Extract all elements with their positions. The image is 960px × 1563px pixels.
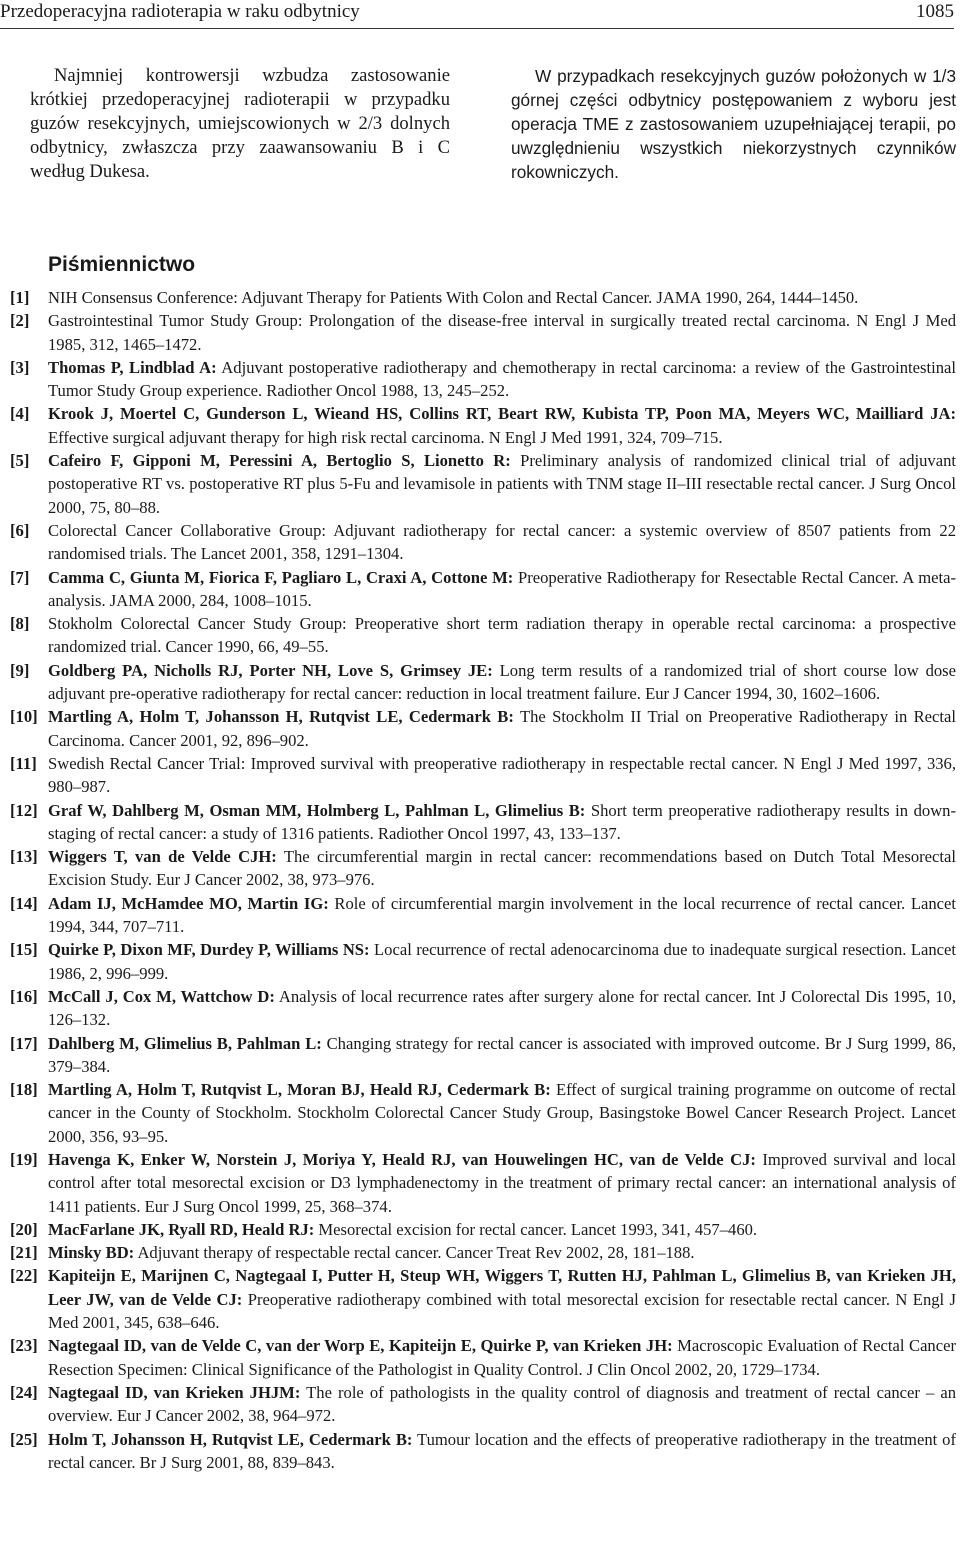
- running-title: Przedoperacyjna radioterapia w raku odbytnicy: [0, 1, 360, 22]
- reference-number: [7]: [10, 567, 30, 587]
- reference-number: [8]: [10, 614, 30, 634]
- reference-item: [10, 892, 956, 939]
- reference-number: [19]: [10, 1149, 38, 1169]
- reference-text: Role of circumferential margin involvement in the local recurrence of rectal cancer. Lancet 1994, 344, 707–711.: [48, 893, 956, 937]
- reference-text: Adjuvant therapy of respectable rectal cancer. Cancer Treat Rev 2002, 28, 181–188.: [134, 1243, 695, 1263]
- reference-text: Improved survival and local control after total mesorectal excision or D3 lymphadenectomy in the treatment of primary rectal cancer: an international analysis of 1411 patients. Eur J Surg Oncol 1999, 25, 368–374.: [48, 1149, 956, 1216]
- reference-text: NIH Consensus Conference: Adjuvant Therapy for Patients With Colon and Rectal Cancer. JAMA 1990, 264, 1444–1450.: [48, 288, 859, 307]
- reference-text: Mesorectal excision for rectal cancer. Lancet 1993, 341, 457–460.: [314, 1219, 758, 1239]
- reference-item: [10, 1381, 956, 1428]
- reference-number: [17]: [10, 1033, 38, 1053]
- reference-item: [10, 1078, 956, 1148]
- reference-authors: MacFarlane JK, Ryall RD, Heald RJ:: [48, 1219, 315, 1239]
- reference-number: [13]: [10, 847, 38, 867]
- reference-number: [15]: [10, 940, 38, 960]
- reference-authors: Martling A, Holm T, Rutqvist L, Moran BJ, Heald RJ, Cedermark B:: [48, 1080, 551, 1100]
- reference-item: [10, 1428, 956, 1475]
- reference-text: Long term results of a randomized trial of short course low dose adjuvant pre-operative radiotherapy for rectal cancer: reduction in local treatment failure. Eur J Cancer 1994, 30, 1602–1606.: [48, 660, 956, 704]
- reference-authors: Cafeiro F, Gipponi M, Peressini A, Bertoglio S, Lionetto R:: [48, 451, 511, 471]
- reference-text: Preoperative Radiotherapy for Resectable Rectal Cancer. A meta-analysis. JAMA 2000, 284, 1008–1015.: [48, 567, 956, 610]
- reference-item: [10, 566, 956, 613]
- reference-number: [24]: [10, 1382, 38, 1402]
- reference-item: [10, 1264, 956, 1334]
- reference-number: [11]: [10, 753, 37, 773]
- reference-number: [9]: [10, 660, 30, 680]
- reference-text: Short term preoperative radiotherapy results in down-staging of rectal cancer: a study of 1316 patients. Radiother Oncol 1997, 43, 133–137.: [48, 800, 957, 843]
- reference-item: [10, 402, 956, 449]
- reference-number: [18]: [10, 1080, 38, 1100]
- reference-text: Changing strategy for rectal cancer is associated with improved outcome. Br J Surg 1999, 86, 379–384.: [48, 1033, 956, 1076]
- reference-item: [10, 799, 956, 846]
- reference-text: The Stockholm II Trial on Preoperative Radiotherapy in Rectal Carcinoma. Cancer 2001, 92, 896–902.: [48, 707, 956, 750]
- reference-number: [6]: [10, 520, 30, 540]
- reference-item: [10, 519, 956, 566]
- reference-item: [10, 449, 956, 519]
- reference-authors: Graf W, Dahlberg M, Osman MM, Holmberg L, Pahlman L, Glimelius B:: [48, 800, 586, 820]
- reference-text: Analysis of local recurrence rates after surgery alone for rectal cancer. Int J Colorectal Dis 1995, 10, 126–132.: [48, 986, 956, 1030]
- reference-authors: Holm T, Johansson H, Rutqvist LE, Cedermark B:: [48, 1429, 413, 1449]
- reference-authors: Quirke P, Dixon MF, Durdey P, Williams NS:: [48, 940, 370, 960]
- reference-text: Colorectal Cancer Collaborative Group: Adjuvant radiotherapy for rectal cancer: a systemic overview of 8507 patients from 22 randomised trials. The Lancet 2001, 358, 1291–1304.: [48, 520, 956, 564]
- reference-text: The role of pathologists in the quality control of diagnosis and treatment of rectal cancer – an overview. Eur J Cancer 2002, 38, 964–972.: [48, 1382, 956, 1426]
- reference-number: [25]: [10, 1429, 38, 1449]
- reference-item: [10, 938, 956, 985]
- reference-authors: Krook J, Moertel C, Gunderson L, Wieand HS, Collins RT, Beart RW, Kubista TP, Poon MA, Meyers WC, Mailliard JA:: [48, 404, 956, 424]
- reference-number: [22]: [10, 1266, 38, 1286]
- reference-number: [4]: [10, 404, 30, 424]
- reference-item: [10, 612, 956, 659]
- reference-authors: Martling A, Holm T, Johansson H, Rutqvist LE, Cedermark B:: [48, 707, 514, 727]
- reference-item: [10, 1218, 956, 1241]
- reference-number: [21]: [10, 1243, 38, 1263]
- reference-authors: Minsky BD:: [48, 1243, 135, 1263]
- intro-left-paragraph: Najmniej kontrowersji wzbudza zastosowanie krótkiej przedoperacyjnej radioterapii w przypadku guzów resekcyjnych, umiejscowionych w 2/3 dolnych odbytnicy, zwłaszcza przy zaawansowaniu B i C według Dukesa.: [30, 65, 450, 182]
- reference-item: [10, 1334, 956, 1381]
- reference-item: [10, 356, 956, 403]
- reference-authors: Goldberg PA, Nicholls RJ, Porter NH, Love S, Grimsey JE:: [48, 660, 493, 680]
- reference-number: [1]: [10, 288, 30, 307]
- reference-item: [10, 1241, 956, 1264]
- reference-text: The circumferential margin in rectal cancer: recommendations based on Dutch Total Mesorectal Excision Study. Eur J Cancer 2002, 38, 973–976.: [48, 847, 956, 890]
- references-heading: Piśmiennictwo: [48, 253, 196, 276]
- reference-number: [20]: [10, 1219, 38, 1239]
- reference-authors: Nagtegaal ID, van Krieken JHJM:: [48, 1382, 301, 1402]
- reference-item: [10, 1032, 956, 1079]
- reference-item: [10, 705, 956, 752]
- reference-number: [12]: [10, 800, 38, 820]
- reference-authors: McCall J, Cox M, Wattchow D:: [48, 986, 275, 1006]
- reference-text: Gastrointestinal Tumor Study Group: Prolongation of the disease-free interval in surgically treated rectal carcinoma. N Engl J Med 1985, 312, 1465–1472.: [48, 311, 956, 354]
- reference-authors: Wiggers T, van de Velde CJH:: [48, 847, 277, 867]
- intro-right-paragraph: W przypadkach resekcyjnych guzów położonych w 1/3 górnej części odbytnicy postępowaniem z wyboru jest operacja TME z zastosowaniem uzupełniającej terapii, po uwzględnieniu wszystkich niekorzystnych czynników rokowniczych.: [511, 66, 956, 182]
- reference-authors: Adam IJ, McHamdee MO, Martin IG:: [48, 893, 329, 913]
- reference-item: [10, 752, 956, 799]
- reference-item: [10, 1148, 956, 1218]
- page-header: [0, 0, 954, 29]
- reference-item: [10, 286, 956, 309]
- references-list: [10, 286, 956, 1474]
- reference-item: [10, 845, 956, 892]
- reference-authors: Nagtegaal ID, van de Velde C, van der Worp E, Kapiteijn E, Quirke P, van Krieken JH:: [48, 1336, 673, 1356]
- reference-number: [10]: [10, 707, 38, 727]
- reference-text: Tumour location and the effects of preoperative radiotherapy in the treatment of rectal cancer. Br J Surg 2001, 88, 839–843.: [48, 1429, 956, 1472]
- reference-text: Effect of surgical training programme on outcome of rectal cancer in the County of Stockholm. Stockholm Colorectal Cancer Study Group, Basingstoke Bowel Cancer Research Project. Lancet 2000, 356, 93–95.: [48, 1080, 956, 1146]
- reference-text: Macroscopic Evaluation of Rectal Cancer Resection Specimen: Clinical Significance of the Pathologist in Quality Control. J Clin Oncol 2002, 20, 1729–1734.: [48, 1336, 956, 1379]
- reference-number: [16]: [10, 986, 38, 1006]
- reference-text: Effective surgical adjuvant therapy for high risk rectal carcinoma. N Engl J Med 1991, 324, 709–715.: [48, 427, 723, 447]
- reference-authors: Kapiteijn E, Marijnen C, Nagtegaal I, Putter H, Steup WH, Wiggers T, Rutten HJ, Pahlman L, Glimelius B, van Krieken JH, Leer JW, van de Velde CJ:: [48, 1266, 956, 1309]
- reference-authors: Havenga K, Enker W, Norstein J, Moriya Y, Heald RJ, van Houwelingen HC, van de Velde CJ:: [48, 1149, 756, 1169]
- reference-text: Stokholm Colorectal Cancer Study Group: Preoperative short term radiation therapy in operable rectal carcinoma: a prospective randomized trial. Cancer 1990, 66, 49–55.: [48, 614, 956, 657]
- reference-item: [10, 985, 956, 1032]
- reference-number: [23]: [10, 1336, 38, 1356]
- reference-text: Swedish Rectal Cancer Trial: Improved survival with preoperative radiotherapy in respectable rectal cancer. N Engl J Med 1997, 336, 980–987.: [48, 753, 956, 797]
- reference-authors: Dahlberg M, Glimelius B, Pahlman L:: [48, 1033, 322, 1053]
- reference-number: [5]: [10, 451, 30, 471]
- reference-authors: Thomas P, Lindblad A:: [48, 357, 217, 377]
- reference-text: Preliminary analysis of randomized clinical trial of adjuvant postoperative RT vs. postoperative RT plus 5-Fu and levamisole in patients with TNM stage II–III resectable rectal cancer. J Surg Oncol 2000, 75, 80–88.: [48, 451, 956, 517]
- page-number: 1085: [916, 1, 954, 22]
- reference-text: Adjuvant postoperative radiotherapy and chemotherapy in rectal carcinoma: a review of the Gastrointestinal Tumor Study Group experience. Radiother Oncol 1988, 13, 245–252.: [48, 357, 956, 401]
- reference-authors: Camma C, Giunta M, Fiorica F, Pagliaro L, Craxi A, Cottone M:: [48, 567, 514, 587]
- reference-text: Preoperative radiotherapy combined with total mesorectal excision for resectable rectal cancer. N Engl J Med 2001, 345, 638–646.: [48, 1289, 956, 1333]
- reference-text: Local recurrence of rectal adenocarcinoma due to inadequate surgical resection. Lancet 1986, 2, 996–999.: [48, 940, 956, 983]
- reference-number: [2]: [10, 311, 30, 331]
- reference-number: [3]: [10, 357, 30, 377]
- reference-item: [10, 309, 956, 356]
- reference-item: [10, 659, 956, 706]
- reference-number: [14]: [10, 893, 38, 913]
